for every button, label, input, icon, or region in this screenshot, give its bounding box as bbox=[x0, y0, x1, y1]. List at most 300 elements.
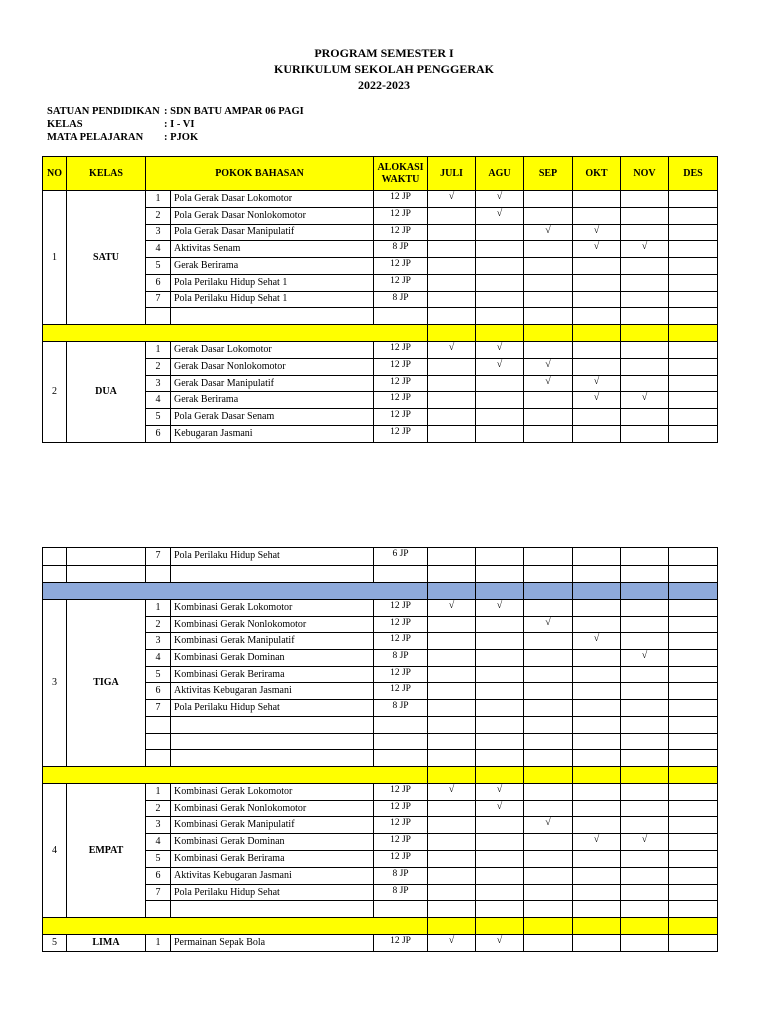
class-number-cell: 5 bbox=[43, 935, 67, 952]
month-check-cell-des bbox=[669, 616, 718, 633]
month-check-cell-des bbox=[669, 274, 718, 291]
month-check-cell-nov bbox=[621, 565, 669, 583]
topic-cell: Aktivitas Kebugaran Jasmani bbox=[171, 683, 374, 700]
month-check-cell-agu bbox=[476, 258, 524, 275]
alokasi-cell bbox=[374, 716, 428, 733]
month-check-cell-sep bbox=[524, 342, 573, 359]
month-check-cell-des bbox=[669, 409, 718, 426]
separator-cell bbox=[524, 918, 573, 935]
month-check-cell-sep bbox=[524, 716, 573, 733]
header-kelas: KELAS bbox=[67, 157, 146, 191]
class-number-cell: 1 bbox=[43, 191, 67, 325]
topic-cell: Pola Gerak Dasar Manipulatif bbox=[171, 224, 374, 241]
topic-number-cell bbox=[146, 901, 171, 918]
month-check-cell-nov bbox=[621, 650, 669, 667]
month-check-cell-des bbox=[669, 716, 718, 733]
check-mark: √ bbox=[496, 191, 503, 202]
month-check-cell-nov bbox=[621, 342, 669, 359]
alokasi-cell bbox=[374, 733, 428, 750]
class-name-cell: LIMA bbox=[67, 935, 146, 952]
month-check-cell-agu bbox=[476, 884, 524, 901]
alokasi-cell: 8 JP bbox=[374, 884, 428, 901]
topic-number-cell: 6 bbox=[146, 274, 171, 291]
doc-title-line2: KURIKULUM SEKOLAH PENGGERAK bbox=[273, 62, 495, 76]
topic-cell: Aktivitas Kebugaran Jasmani bbox=[171, 867, 374, 884]
topic-cell bbox=[171, 733, 374, 750]
month-check-cell-agu bbox=[476, 650, 524, 667]
month-check-cell-agu bbox=[476, 207, 524, 224]
check-mark: √ bbox=[496, 207, 503, 219]
topic-cell: Pola Perilaku Hidup Sehat bbox=[171, 548, 374, 566]
month-check-cell-juli bbox=[428, 565, 476, 583]
alokasi-cell: 12 JP bbox=[374, 191, 428, 208]
topic-number-cell bbox=[146, 750, 171, 767]
month-check-cell-juli bbox=[428, 392, 476, 409]
check-mark: √ bbox=[641, 834, 648, 846]
month-check-cell-agu bbox=[476, 616, 524, 633]
month-check-cell-sep bbox=[524, 851, 573, 868]
separator-cell bbox=[43, 766, 428, 783]
separator-cell bbox=[524, 766, 573, 783]
check-mark: √ bbox=[496, 935, 503, 947]
month-check-cell-des bbox=[669, 750, 718, 767]
month-check-cell-okt bbox=[573, 901, 621, 918]
table-row bbox=[43, 935, 718, 952]
topic-number-cell: 7 bbox=[146, 291, 171, 308]
month-check-cell-des bbox=[669, 308, 718, 325]
month-check-cell-agu bbox=[476, 358, 524, 375]
topic-cell: Pola Perilaku Hidup Sehat bbox=[171, 884, 374, 901]
month-check-cell-sep bbox=[524, 426, 573, 443]
month-check-cell-okt bbox=[573, 834, 621, 851]
month-check-cell-agu bbox=[476, 600, 524, 617]
month-check-cell-agu bbox=[476, 548, 524, 566]
month-check-cell-sep bbox=[524, 392, 573, 409]
topic-number-cell: 2 bbox=[146, 207, 171, 224]
month-check-cell-sep bbox=[524, 241, 573, 258]
topic-number-cell: 1 bbox=[146, 935, 171, 952]
separator-cell bbox=[43, 583, 428, 600]
month-check-cell-okt bbox=[573, 308, 621, 325]
month-check-cell-sep bbox=[524, 633, 573, 650]
check-mark: √ bbox=[496, 342, 503, 353]
month-check-cell-agu bbox=[476, 291, 524, 308]
month-check-cell-okt bbox=[573, 733, 621, 750]
month-check-cell-juli bbox=[428, 600, 476, 617]
month-check-cell-okt bbox=[573, 258, 621, 275]
month-check-cell-okt bbox=[573, 409, 621, 426]
month-check-cell-juli bbox=[428, 935, 476, 952]
month-check-cell-agu bbox=[476, 935, 524, 952]
month-check-cell-nov bbox=[621, 375, 669, 392]
separator-cell bbox=[669, 766, 718, 783]
month-check-cell-juli bbox=[428, 224, 476, 241]
alokasi-cell: 12 JP bbox=[374, 616, 428, 633]
alokasi-cell: 8 JP bbox=[374, 291, 428, 308]
month-check-cell-okt bbox=[573, 548, 621, 566]
topic-cell: Aktivitas Senam bbox=[171, 241, 374, 258]
month-check-cell-nov bbox=[621, 426, 669, 443]
separator-cell bbox=[476, 583, 524, 600]
month-check-cell-nov bbox=[621, 358, 669, 375]
check-mark: √ bbox=[496, 600, 503, 611]
separator-cell bbox=[573, 583, 621, 600]
alokasi-cell: 12 JP bbox=[374, 342, 428, 359]
month-check-cell-des bbox=[669, 207, 718, 224]
topic-cell: Kombinasi Gerak Lokomotor bbox=[171, 783, 374, 800]
alokasi-cell: 12 JP bbox=[374, 683, 428, 700]
month-check-cell-nov bbox=[621, 600, 669, 617]
month-check-cell-agu bbox=[476, 716, 524, 733]
topic-cell: Kombinasi Gerak Berirama bbox=[171, 851, 374, 868]
class-number-cell bbox=[43, 565, 67, 583]
program-table-part2 bbox=[42, 547, 718, 952]
header-alokasi-line2: WAKTU bbox=[381, 173, 420, 185]
month-check-cell-juli bbox=[428, 274, 476, 291]
month-check-cell-des bbox=[669, 783, 718, 800]
table-row bbox=[43, 600, 718, 617]
month-check-cell-nov bbox=[621, 392, 669, 409]
month-check-cell-nov bbox=[621, 633, 669, 650]
check-mark: √ bbox=[641, 392, 648, 404]
month-check-cell-juli bbox=[428, 733, 476, 750]
month-check-cell-des bbox=[669, 901, 718, 918]
check-mark: √ bbox=[545, 375, 551, 387]
separator-cell bbox=[428, 325, 476, 342]
month-check-cell-okt bbox=[573, 650, 621, 667]
separator-cell bbox=[428, 766, 476, 783]
topic-cell bbox=[171, 750, 374, 767]
month-check-cell-des bbox=[669, 884, 718, 901]
month-check-cell-juli bbox=[428, 650, 476, 667]
topic-cell: Pola Perilaku Hidup Sehat bbox=[171, 700, 374, 717]
topic-cell: Permainan Sepak Bola bbox=[171, 935, 374, 952]
month-check-cell-sep bbox=[524, 800, 573, 817]
topic-cell bbox=[171, 565, 374, 583]
header-month-okt: OKT bbox=[573, 157, 621, 191]
month-check-cell-agu bbox=[476, 274, 524, 291]
month-check-cell-nov bbox=[621, 224, 669, 241]
topic-cell: Gerak Dasar Manipulatif bbox=[171, 375, 374, 392]
check-mark: √ bbox=[545, 817, 551, 829]
month-check-cell-okt bbox=[573, 342, 621, 359]
alokasi-cell: 6 JP bbox=[374, 548, 428, 566]
month-check-cell-des bbox=[669, 935, 718, 952]
month-check-cell-des bbox=[669, 241, 718, 258]
header-month-juli: JULI bbox=[428, 157, 476, 191]
separator-cell bbox=[621, 325, 669, 342]
topic-cell: Kombinasi Gerak Lokomotor bbox=[171, 600, 374, 617]
month-check-cell-des bbox=[669, 342, 718, 359]
month-check-cell-des bbox=[669, 700, 718, 717]
topic-number-cell bbox=[146, 716, 171, 733]
month-check-cell-nov bbox=[621, 733, 669, 750]
month-check-cell-okt bbox=[573, 800, 621, 817]
check-mark: √ bbox=[593, 224, 600, 236]
separator-cell bbox=[621, 918, 669, 935]
month-check-cell-nov bbox=[621, 800, 669, 817]
month-check-cell-okt bbox=[573, 358, 621, 375]
month-check-cell-agu bbox=[476, 683, 524, 700]
separator-cell bbox=[43, 325, 428, 342]
check-mark: √ bbox=[593, 834, 600, 846]
month-check-cell-nov bbox=[621, 666, 669, 683]
month-check-cell-nov bbox=[621, 548, 669, 566]
topic-cell: Kombinasi Gerak Berirama bbox=[171, 666, 374, 683]
alokasi-cell: 12 JP bbox=[374, 633, 428, 650]
month-check-cell-sep bbox=[524, 291, 573, 308]
month-check-cell-sep bbox=[524, 616, 573, 633]
month-check-cell-des bbox=[669, 258, 718, 275]
month-check-cell-sep bbox=[524, 650, 573, 667]
header-alokasi-waktu bbox=[374, 157, 428, 191]
class-name-cell: EMPAT bbox=[67, 783, 146, 917]
alokasi-cell: 12 JP bbox=[374, 409, 428, 426]
month-check-cell-agu bbox=[476, 191, 524, 208]
alokasi-cell: 12 JP bbox=[374, 358, 428, 375]
month-check-cell-des bbox=[669, 191, 718, 208]
check-mark: √ bbox=[593, 392, 600, 404]
month-check-cell-juli bbox=[428, 884, 476, 901]
meta-value: : SDN BATU AMPAR 06 PAGI bbox=[164, 106, 304, 117]
check-mark: √ bbox=[448, 342, 455, 353]
month-check-cell-des bbox=[669, 834, 718, 851]
alokasi-cell: 8 JP bbox=[374, 700, 428, 717]
meta-label: KELAS bbox=[47, 119, 83, 130]
alokasi-cell bbox=[374, 750, 428, 767]
month-check-cell-nov bbox=[621, 716, 669, 733]
month-check-cell-juli bbox=[428, 241, 476, 258]
month-check-cell-juli bbox=[428, 308, 476, 325]
month-check-cell-okt bbox=[573, 666, 621, 683]
check-mark: √ bbox=[593, 241, 600, 253]
month-check-cell-sep bbox=[524, 224, 573, 241]
topic-cell: Pola Gerak Dasar Lokomotor bbox=[171, 191, 374, 208]
alokasi-cell: 12 JP bbox=[374, 258, 428, 275]
topic-number-cell: 2 bbox=[146, 800, 171, 817]
separator-row bbox=[43, 325, 718, 342]
alokasi-cell: 12 JP bbox=[374, 207, 428, 224]
month-check-cell-sep bbox=[524, 191, 573, 208]
class-name-cell bbox=[67, 565, 146, 583]
topic-number-cell: 5 bbox=[146, 666, 171, 683]
month-check-cell-okt bbox=[573, 375, 621, 392]
month-check-cell-sep bbox=[524, 935, 573, 952]
alokasi-cell: 12 JP bbox=[374, 800, 428, 817]
month-check-cell-okt bbox=[573, 750, 621, 767]
month-check-cell-okt bbox=[573, 600, 621, 617]
separator-cell bbox=[428, 918, 476, 935]
month-check-cell-sep bbox=[524, 358, 573, 375]
month-check-cell-okt bbox=[573, 207, 621, 224]
month-check-cell-nov bbox=[621, 750, 669, 767]
alokasi-cell: 12 JP bbox=[374, 392, 428, 409]
topic-cell: Pola Gerak Dasar Nonlokomotor bbox=[171, 207, 374, 224]
month-check-cell-nov bbox=[621, 409, 669, 426]
month-check-cell-nov bbox=[621, 258, 669, 275]
month-check-cell-juli bbox=[428, 750, 476, 767]
month-check-cell-des bbox=[669, 426, 718, 443]
month-check-cell-juli bbox=[428, 375, 476, 392]
check-mark: √ bbox=[593, 375, 600, 387]
month-check-cell-agu bbox=[476, 834, 524, 851]
header-month-des: DES bbox=[669, 157, 718, 191]
topic-number-cell: 1 bbox=[146, 342, 171, 359]
month-check-cell-okt bbox=[573, 867, 621, 884]
topic-number-cell: 7 bbox=[146, 700, 171, 717]
alokasi-cell bbox=[374, 565, 428, 583]
month-check-cell-okt bbox=[573, 426, 621, 443]
topic-number-cell: 2 bbox=[146, 616, 171, 633]
separator-cell bbox=[476, 918, 524, 935]
class-name-cell bbox=[67, 548, 146, 566]
month-check-cell-nov bbox=[621, 683, 669, 700]
alokasi-cell: 12 JP bbox=[374, 834, 428, 851]
topic-cell: Kombinasi Gerak Nonlokomotor bbox=[171, 800, 374, 817]
topic-cell: Gerak Dasar Nonlokomotor bbox=[171, 358, 374, 375]
month-check-cell-nov bbox=[621, 935, 669, 952]
class-number-cell: 3 bbox=[43, 600, 67, 767]
doc-title-line1: PROGRAM SEMESTER I bbox=[314, 46, 454, 60]
check-mark: √ bbox=[448, 935, 455, 947]
alokasi-cell: 8 JP bbox=[374, 650, 428, 667]
month-check-cell-sep bbox=[524, 308, 573, 325]
topic-number-cell: 5 bbox=[146, 851, 171, 868]
topic-cell: Kombinasi Gerak Dominan bbox=[171, 650, 374, 667]
month-check-cell-sep bbox=[524, 565, 573, 583]
topic-number-cell: 1 bbox=[146, 191, 171, 208]
month-check-cell-nov bbox=[621, 291, 669, 308]
month-check-cell-sep bbox=[524, 258, 573, 275]
separator-row bbox=[43, 918, 718, 935]
topic-number-cell: 6 bbox=[146, 867, 171, 884]
month-check-cell-juli bbox=[428, 548, 476, 566]
topic-cell: Kombinasi Gerak Manipulatif bbox=[171, 817, 374, 834]
topic-number-cell: 4 bbox=[146, 241, 171, 258]
month-check-cell-agu bbox=[476, 409, 524, 426]
month-check-cell-des bbox=[669, 358, 718, 375]
table-row bbox=[43, 548, 718, 566]
check-mark: √ bbox=[545, 358, 551, 370]
month-check-cell-okt bbox=[573, 683, 621, 700]
topic-cell: Kebugaran Jasmani bbox=[171, 426, 374, 443]
topic-number-cell: 2 bbox=[146, 358, 171, 375]
month-check-cell-juli bbox=[428, 191, 476, 208]
separator-cell bbox=[43, 918, 428, 935]
month-check-cell-juli bbox=[428, 258, 476, 275]
month-check-cell-juli bbox=[428, 716, 476, 733]
topic-number-cell: 1 bbox=[146, 600, 171, 617]
topic-number-cell bbox=[146, 308, 171, 325]
alokasi-cell: 12 JP bbox=[374, 600, 428, 617]
month-check-cell-okt bbox=[573, 191, 621, 208]
alokasi-cell: 12 JP bbox=[374, 935, 428, 952]
month-check-cell-agu bbox=[476, 733, 524, 750]
table-row bbox=[43, 783, 718, 800]
check-mark: √ bbox=[641, 650, 648, 662]
month-check-cell-agu bbox=[476, 342, 524, 359]
topic-number-cell: 4 bbox=[146, 834, 171, 851]
month-check-cell-juli bbox=[428, 291, 476, 308]
month-check-cell-sep bbox=[524, 683, 573, 700]
month-check-cell-juli bbox=[428, 901, 476, 918]
alokasi-cell: 12 JP bbox=[374, 851, 428, 868]
month-check-cell-sep bbox=[524, 867, 573, 884]
alokasi-cell bbox=[374, 901, 428, 918]
topic-number-cell: 6 bbox=[146, 683, 171, 700]
check-mark: √ bbox=[448, 191, 455, 202]
month-check-cell-okt bbox=[573, 716, 621, 733]
month-check-cell-okt bbox=[573, 392, 621, 409]
month-check-cell-juli bbox=[428, 426, 476, 443]
separator-row bbox=[43, 766, 718, 783]
alokasi-cell: 12 JP bbox=[374, 817, 428, 834]
table-row bbox=[43, 565, 718, 583]
month-check-cell-nov bbox=[621, 241, 669, 258]
month-check-cell-nov bbox=[621, 700, 669, 717]
month-check-cell-juli bbox=[428, 834, 476, 851]
month-check-cell-sep bbox=[524, 783, 573, 800]
month-check-cell-des bbox=[669, 683, 718, 700]
month-check-cell-sep bbox=[524, 884, 573, 901]
class-number-cell: 2 bbox=[43, 342, 67, 443]
month-check-cell-nov bbox=[621, 207, 669, 224]
class-name-cell: TIGA bbox=[67, 600, 146, 767]
alokasi-cell bbox=[374, 308, 428, 325]
month-check-cell-okt bbox=[573, 700, 621, 717]
separator-cell bbox=[669, 325, 718, 342]
alokasi-cell: 12 JP bbox=[374, 274, 428, 291]
topic-number-cell: 7 bbox=[146, 884, 171, 901]
month-check-cell-agu bbox=[476, 392, 524, 409]
month-check-cell-nov bbox=[621, 274, 669, 291]
header-alokasi-line1: ALOKASI bbox=[377, 161, 424, 173]
topic-number-cell: 6 bbox=[146, 426, 171, 443]
topic-cell: Gerak Berirama bbox=[171, 258, 374, 275]
month-check-cell-agu bbox=[476, 224, 524, 241]
topic-cell: Kombinasi Gerak Dominan bbox=[171, 834, 374, 851]
month-check-cell-des bbox=[669, 867, 718, 884]
month-check-cell-agu bbox=[476, 666, 524, 683]
topic-number-cell: 3 bbox=[146, 375, 171, 392]
check-mark: √ bbox=[496, 800, 503, 812]
topic-number-cell: 3 bbox=[146, 224, 171, 241]
topic-cell: Kombinasi Gerak Manipulatif bbox=[171, 633, 374, 650]
month-check-cell-agu bbox=[476, 901, 524, 918]
month-check-cell-okt bbox=[573, 884, 621, 901]
month-check-cell-agu bbox=[476, 308, 524, 325]
month-check-cell-des bbox=[669, 548, 718, 566]
month-check-cell-sep bbox=[524, 817, 573, 834]
month-check-cell-okt bbox=[573, 565, 621, 583]
month-check-cell-okt bbox=[573, 851, 621, 868]
month-check-cell-sep bbox=[524, 666, 573, 683]
header-month-nov: NOV bbox=[621, 157, 669, 191]
check-mark: √ bbox=[593, 633, 600, 645]
topic-cell bbox=[171, 308, 374, 325]
month-check-cell-juli bbox=[428, 207, 476, 224]
month-check-cell-nov bbox=[621, 616, 669, 633]
topic-cell: Pola Perilaku Hidup Sehat 1 bbox=[171, 291, 374, 308]
topic-number-cell: 4 bbox=[146, 392, 171, 409]
topic-cell bbox=[171, 901, 374, 918]
month-check-cell-okt bbox=[573, 291, 621, 308]
month-check-cell-sep bbox=[524, 274, 573, 291]
month-check-cell-des bbox=[669, 224, 718, 241]
month-check-cell-des bbox=[669, 392, 718, 409]
separator-cell bbox=[428, 583, 476, 600]
topic-cell: Gerak Dasar Lokomotor bbox=[171, 342, 374, 359]
